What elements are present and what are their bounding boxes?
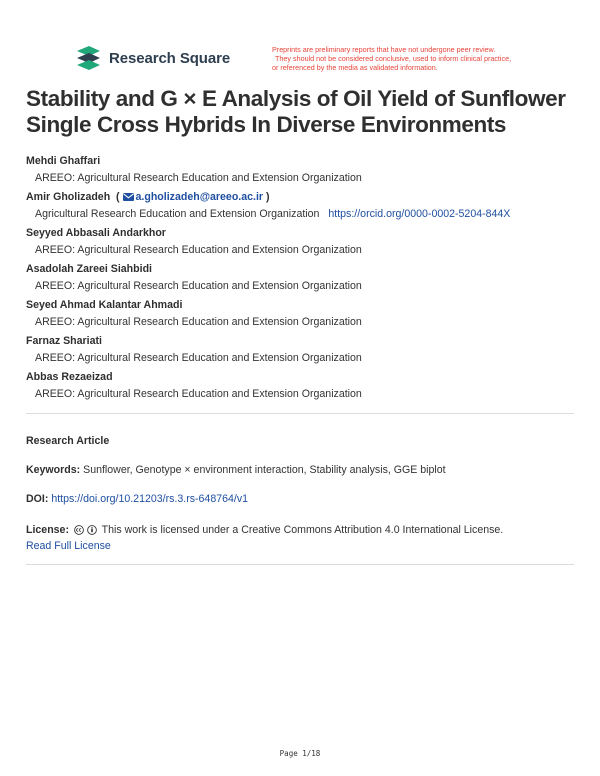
author-name: Seyed Ahmad Kalantar Ahmadi <box>26 299 183 311</box>
author-name: Mehdi Ghaffari <box>26 155 101 167</box>
author-affiliation: AREEO: Agricultural Research Education and Extension Organization <box>35 280 362 292</box>
author-affiliation: AREEO: Agricultural Research Education and Extension Organization <box>35 316 362 328</box>
doi-link[interactable]: https://doi.org/10.21203/rs.3.rs-648764/v1 <box>51 493 249 505</box>
orcid-link[interactable]: https://orcid.org/0000-0002-5204-844X <box>328 208 511 220</box>
author-name: Abbas Rezaeizad <box>26 371 113 383</box>
keywords-row <box>26 463 446 477</box>
keywords-label: Keywords: <box>26 464 81 476</box>
author-entry <box>26 225 586 259</box>
author-affiliation: AREEO: Agricultural Research Education and Extension Organization <box>35 244 362 256</box>
divider <box>26 564 574 565</box>
author-name-row: Amir Gholizadeh ( a.gholizadeh@areeo.ac.ir ) <box>26 191 270 203</box>
author-name: Farnaz Shariati <box>26 335 102 347</box>
notice-line: They should not be considered conclusive, used to inform clinical practice, <box>275 54 512 63</box>
author-entry <box>26 333 586 367</box>
author-entry <box>26 189 586 223</box>
author-email-link[interactable]: a.gholizadeh@areeo.ac.ir <box>135 191 264 203</box>
doi-row <box>26 492 248 506</box>
article-type: Research Article <box>26 435 110 447</box>
license-block <box>26 522 503 554</box>
research-square-logo-icon <box>75 46 102 70</box>
author-affiliation: Agricultural Research Education and Extension Organization <box>35 208 320 220</box>
author-entry <box>26 261 586 295</box>
author-name: Amir Gholizadeh <box>26 191 111 203</box>
author-name: Seyyed Abbasali Andarkhor <box>26 227 166 239</box>
research-square-logo[interactable] <box>75 46 230 70</box>
author-entry <box>26 369 586 403</box>
author-affiliation: AREEO: Agricultural Research Education and Extension Organization <box>35 352 362 364</box>
read-full-license-link[interactable]: Read Full License <box>26 540 111 553</box>
by-attribution-icon <box>87 525 97 535</box>
notice-line: or referenced by the media as validated information. <box>272 63 438 72</box>
license-text: This work is licensed under a Creative Commons Attribution 4.0 International License. <box>101 524 504 536</box>
keywords-value: Sunflower, Genotype × environment interaction, Stability analysis, GGE biplot <box>83 464 446 476</box>
author-entry <box>26 297 586 331</box>
author-list <box>26 153 586 405</box>
author-name: Asadolah Zareei Siahbidi <box>26 263 152 275</box>
doi-label: DOI: <box>26 493 49 505</box>
author-entry <box>26 153 586 187</box>
cc-by-icons <box>74 522 97 538</box>
paper-title: Stability and G × E Analysis of Oil Yield of Sunflower Single Cross Hybrids In Diverse Environments <box>26 86 566 137</box>
brand-name: Research Square <box>109 49 231 67</box>
preprint-notice <box>272 45 542 72</box>
author-affiliation: AREEO: Agricultural Research Education and Extension Organization <box>35 172 362 184</box>
author-affiliation-row <box>26 205 586 223</box>
author-affiliation: AREEO: Agricultural Research Education and Extension Organization <box>35 388 362 400</box>
page-number: Page 1/18 <box>279 749 321 758</box>
license-label: License: <box>26 524 69 536</box>
divider <box>26 413 574 414</box>
envelope-icon <box>123 193 134 201</box>
notice-line: Preprints are preliminary reports that have not undergone peer review. <box>272 45 496 54</box>
cc-icon <box>74 525 84 535</box>
